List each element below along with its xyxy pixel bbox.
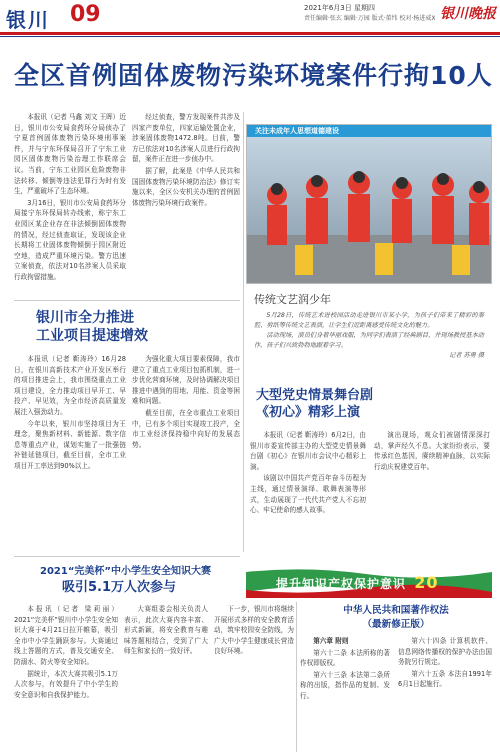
law-col1 (300, 636, 390, 703)
article1-col2 (132, 112, 240, 209)
article3-title-2: 《初心》精彩上演 (256, 405, 361, 420)
paragraph: 经过侦查，警方发现案件共涉及四家产废单位，四家运输处置企业，涉案固体废物1472.8吨。目前，警方已依法对10名涉案人员进行行政拘留，案件正在进一步侦办中。 (132, 113, 240, 164)
paragraph: 第六章 附则 (313, 637, 349, 645)
paragraph: 该剧以中国共产党百年奋斗历程为主线，通过情景演绎、歌舞表演等形式，生动展现了一代代共产党人不忘初心、牢记使命的感人故事。 (250, 474, 366, 515)
article4-title-2: 吸引5.1万人次参与 (62, 580, 177, 595)
ip-protection-banner (246, 566, 492, 598)
article3-col2 (374, 430, 490, 473)
article4-col3 (214, 604, 294, 658)
paragraph: 今年以来，银川市坚持项目为王理念，聚焦新材料、新能源、数字信息等重点产业，谋划实施了一批强链补链延链项目，截至目前，全市工业项目开工率达到90%以上。 (14, 419, 126, 470)
paragraph: 据统计，本次大赛共吸引5.1万人次参与，有效提升了中小学生的安全意识和自我保护能力。 (14, 669, 118, 699)
article1-col1 (14, 112, 126, 284)
law-title-2: （最新修正版） (362, 619, 430, 630)
photo-credit: 记者 苏勇 摄 (449, 352, 484, 359)
newspaper-logo: 银川晚报 (440, 6, 496, 22)
divider (14, 300, 240, 301)
article3-title-1: 大型党史情景舞台剧 (256, 388, 374, 403)
paragraph: 本报讯（记者 梁莉丽）2021“完美杯”银川中小学生安全知识大赛于4月21日拉开帷幕，吸引全市中小学生踊跃参与。大赛通过线上答题的方式，普及交通安全、防溺水、防火等安全知识。 (14, 605, 118, 666)
divider (14, 556, 240, 557)
paragraph: 5月28日，传统艺术进校园活动走进银川市某小学，为孩子们带来了精彩的秦腔、剪纸等传统文艺表演，让学生们近距离感受传统文化的魅力。 (254, 312, 484, 329)
article4-title-1: 2021“完美杯”中小学生安全知识大赛 (40, 566, 211, 577)
photo-banner: 关注未成年人思想道德建设 (247, 125, 491, 137)
article2-col1 (14, 354, 126, 473)
box-body (254, 311, 484, 361)
paragraph: 演出现场，观众们被剧情深深打动，掌声经久不息。大家纷纷表示，要传承红色基因，赓续精神血脉，以实际行动庆祝建党百年。 (374, 431, 490, 471)
paragraph: 本报讯（记者 马鑫 刘文 王晖）近日，银川市公安局食药环分局侦办了宁夏首例固体废物污染环境刑事案件，并与宁东环保局召开了宁东工业园区固体废物污染治理工作联席会议。当前，宁东工业园区危险废物非法转移、倾倒等违法犯罪行为时有发生，严重破坏了生态环境。 (14, 113, 126, 196)
column-divider (243, 112, 244, 552)
paragraph: 3月16日，银川市公安局食药环分局接宁东环保局转办线索，称宁东工业园区某企业存在非法倾倒固体废物的情况，经过侦查取证，发现该企业长期将工业固体废物倾倒于园区附近空地，造成严重环境污染。警方迅速立案侦查，依法对10名涉案人员采取行政拘留措施。 (14, 198, 126, 281)
paragraph: 活动现场，演员们身着华丽戏服，为同学们表演了经典剧目，并现场教授基本动作，孩子们兴致勃勃地跟着学习。 (254, 332, 484, 349)
paragraph: 大赛组委会相关负责人表示，此次大赛内容丰富、形式新颖，将安全教育与趣味答题相结合，受到了广大师生和家长的一致好评。 (124, 605, 208, 656)
paragraph: 据了解，此案是《中华人民共和国固体废物污染环境防治法》修订实施以来，全区公安机关办理的首例固体废物污染环境行政案件。 (132, 166, 240, 207)
banner-text (276, 573, 438, 592)
paragraph: 本报讯（记者 靳涛玲）6月2日，由银川市委宣传部主办的大型党史情景舞台剧《初心》在银川市会议中心精彩上演。 (250, 431, 366, 471)
paragraph: 本报讯（记者 靳涛玲）16月28日，在银川高新技术产业开发区举行的项目推进会上，我市围绕重点工业项目建设，全力推动项目早开工、早投产、早见效，为全市经济高质量发展注入强劲动力。 (14, 355, 126, 416)
page-number: 09 (70, 2, 101, 27)
header-rule-thin (0, 36, 500, 37)
performance-image (247, 125, 492, 284)
article2-title-1: 银川市全力推进 (36, 310, 134, 326)
paragraph: 第六十二条 本法所称的著作权即版权。 (300, 648, 390, 668)
column-divider (296, 602, 297, 752)
culture-box (246, 283, 492, 379)
law-title-1: 中华人民共和国著作权法 (343, 605, 449, 616)
article4-col2 (124, 604, 208, 658)
article2-col2 (132, 354, 240, 451)
section-name: 银川 (6, 8, 50, 32)
main-headline: 全区首例固体废物污染环境案件行拘10人 (14, 61, 493, 90)
header-rule (0, 32, 500, 35)
paragraph: 为强化重大项目要素保障，我市建立了重点工业项目包抓机制，进一步优化营商环境，及时协调解决项目推进中遇到的用地、用能、资金等困难和问题。 (132, 355, 240, 406)
paragraph: 截至目前，在全市重点工业项目中，已有多个项目实现竣工投产，全市工业经济保持稳中向好的发展态势。 (132, 408, 240, 449)
paragraph: 第六十四条 计算机软件、信息网络传播权的保护办法由国务院另行规定。 (398, 637, 492, 667)
issue-date: 2021年6月3日 星期四 (304, 4, 375, 12)
editor-credits: 责任编辑·张玄 编辑·万园 版式·董纬 校对·杨进威X (304, 15, 436, 22)
masthead (0, 0, 500, 38)
article2-title-2: 工业项目提速增效 (36, 328, 148, 344)
banner-number: 20 (414, 573, 439, 592)
banner-label: 提升知识产权保护意识 (276, 577, 407, 591)
law-col2 (398, 636, 492, 691)
student-photo (246, 124, 492, 284)
paragraph: 下一步，银川市将继续开展形式多样的安全教育活动，筑牢校园安全防线，为广大中小学生健康成长营造良好环境。 (214, 605, 294, 656)
article4-col1 (14, 604, 118, 701)
paragraph: 第六十三条 本法第二条所称的出版，指作品的复制、发行。 (300, 670, 390, 700)
paragraph: 第六十五条 本法自1991年6月1日起施行。 (398, 669, 492, 689)
article3-col1 (250, 430, 366, 517)
box-title: 传统文艺润少年 (254, 293, 331, 306)
